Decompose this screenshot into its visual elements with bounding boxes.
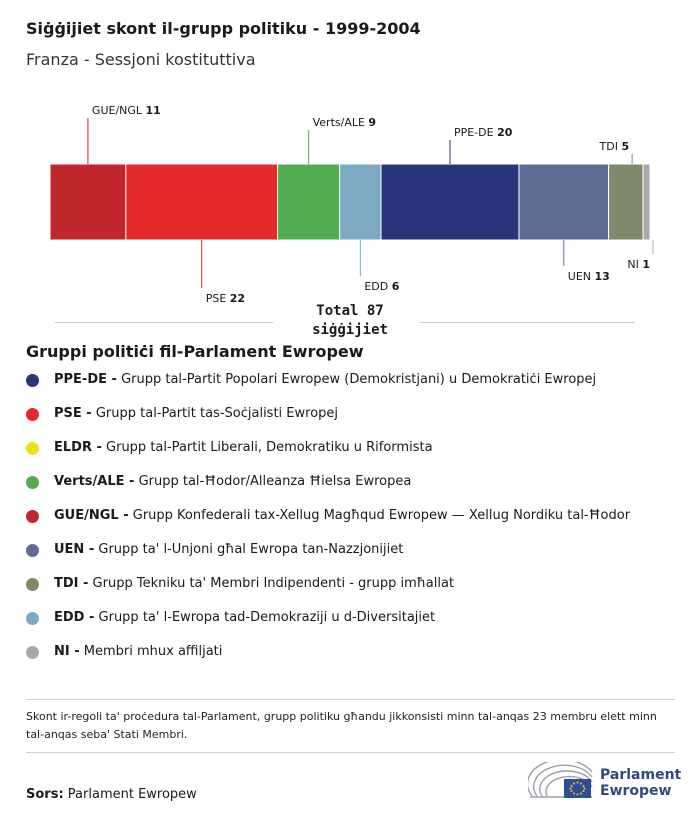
- legend-abbr: ELDR -: [54, 440, 102, 455]
- legend-text: Membri mhux affiljati: [79, 644, 223, 659]
- legend-text: Grupp tal-Partit Liberali, Demokratiku u Riformista: [101, 440, 433, 455]
- data-label: NI 1: [627, 258, 650, 271]
- legend-abbr: GUE/NGL -: [54, 508, 129, 523]
- legend-text: Grupp Tekniku ta' Membri Indipendenti - grupp imħallat: [88, 576, 455, 591]
- legend-abbr: TDI -: [54, 576, 89, 591]
- legend-text: Grupp tal-Partit Popolari Ewropew (Demokristjani) u Demokratiċi Ewropej: [116, 372, 597, 387]
- legend-item: [26, 370, 630, 404]
- source: [26, 787, 197, 802]
- legend-abbr: PPE-DE -: [54, 372, 117, 387]
- legend-swatch: [26, 578, 39, 591]
- legend-text: Grupp ta' l-Unjoni għal Ewropa tan-Nazzjonijiet: [94, 542, 404, 557]
- legend-abbr: Verts/ALE -: [54, 474, 135, 489]
- bar-segment-ni: [643, 164, 650, 240]
- legend-item: [26, 540, 630, 574]
- legend-swatch: [26, 374, 39, 387]
- legend-item: [26, 506, 630, 540]
- total-seats-line1: Total 87: [316, 303, 384, 319]
- divider-bottom: [26, 752, 675, 753]
- data-label: Verts/ALE 9: [312, 116, 377, 129]
- legend-abbr: NI -: [54, 644, 80, 659]
- data-label: EDD 6: [364, 280, 400, 293]
- divider-top: [26, 699, 675, 700]
- total-rule-right: [420, 322, 635, 323]
- logo-line2: Ewropew: [600, 783, 672, 799]
- legend-text: Grupp tal-Ħodor/Alleanza Ħielsa Ewropea: [134, 474, 412, 489]
- legend-swatch: [26, 476, 39, 489]
- legend-swatch: [26, 544, 39, 557]
- data-label: UEN 13: [567, 270, 610, 283]
- chart-title: Siġġijiet skont il-grupp politiku - 1999-2004: [26, 19, 421, 38]
- logo-line1: Parlament: [600, 767, 682, 783]
- legend-swatch: [26, 442, 39, 455]
- data-label: TDI 5: [599, 140, 630, 153]
- parliament-logo-text: [600, 767, 681, 799]
- source-text: Parlament Ewropew: [67, 787, 197, 802]
- legend-item: [26, 608, 630, 642]
- data-label: GUE/NGL 11: [91, 104, 161, 117]
- legend-abbr: PSE -: [54, 406, 92, 421]
- data-label: PSE 22: [205, 292, 246, 305]
- legend: [26, 370, 630, 676]
- seat-chart: [0, 0, 700, 345]
- legend-text: Grupp Konfederali tax-Xellug Magħqud Ewropew — Xellug Nordiku tal-Ħodor: [128, 508, 631, 523]
- legend-swatch: [26, 612, 39, 625]
- legend-item: [26, 438, 630, 472]
- total-seats: [280, 302, 420, 340]
- bar-segment-edd: [340, 164, 381, 240]
- legend-title: Gruppi politiċi fil-Parlament Ewropew: [26, 342, 364, 361]
- data-label: PPE-DE 20: [454, 126, 513, 139]
- legend-item: [26, 574, 630, 608]
- legend-item: [26, 404, 630, 438]
- legend-text: Grupp ta' l-Ewropa tad-Demokraziji u d-Diversitajiet: [94, 610, 436, 625]
- bar-segment-uen: [519, 164, 609, 240]
- legend-swatch: [26, 510, 39, 523]
- legend-abbr: UEN -: [54, 542, 95, 557]
- legend-item: [26, 642, 630, 676]
- chart-subtitle: Franza - Sessjoni kostituttiva: [26, 50, 256, 69]
- bar-segment-pse: [126, 164, 278, 240]
- bar-segment-gue-ngl: [50, 164, 126, 240]
- bar-segment-verts-ale: [278, 164, 340, 240]
- legend-item: [26, 472, 630, 506]
- legend-abbr: EDD -: [54, 610, 95, 625]
- legend-swatch: [26, 408, 39, 421]
- total-rule-left: [55, 322, 273, 323]
- source-label: Sors:: [26, 787, 64, 802]
- bar-segment-ppe-de: [381, 164, 519, 240]
- legend-swatch: [26, 646, 39, 659]
- bar-segment-tdi: [609, 164, 643, 240]
- legend-text: Grupp tal-Partit tas-Soċjalisti Ewropej: [91, 406, 339, 421]
- footnote: Skont ir-regoli ta' proċedura tal-Parlament, grupp politiku għandu jikkonsisti minn tal-anqas 23 membru elett minn tal-anqas seba' Stati Membri.: [26, 710, 657, 741]
- total-seats-line2: siġġijiet: [312, 322, 388, 338]
